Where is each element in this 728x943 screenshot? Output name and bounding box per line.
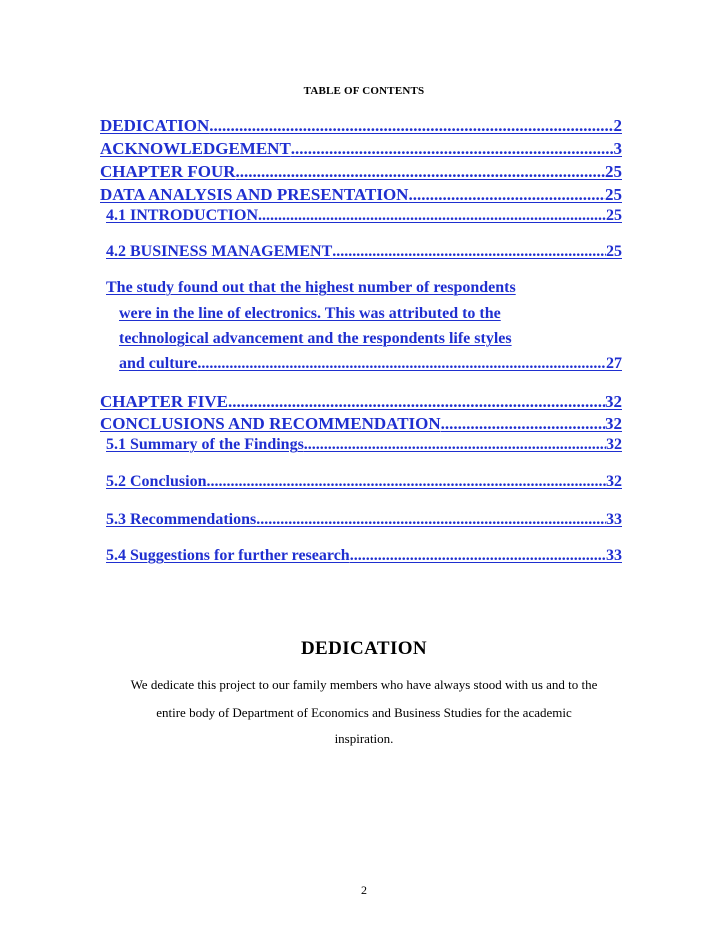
toc-entry-page: 32 [605, 415, 622, 432]
toc-leader [206, 474, 606, 490]
dedication-body-line: inspiration. [334, 731, 394, 746]
toc-entry-page: 33 [606, 512, 622, 528]
toc-entry-conclusions-recommendation[interactable] [100, 415, 622, 432]
toc-entry-4-2-business-management[interactable] [106, 244, 622, 260]
toc-entry-text: 4.2 BUSINESS MANAGEMENT [106, 244, 333, 260]
toc-leader [291, 140, 614, 157]
toc-entry-chapter-five[interactable] [100, 393, 622, 410]
toc-leader [209, 117, 613, 134]
toc-entry-text: CHAPTER FOUR [100, 163, 236, 180]
toc-leader [197, 356, 606, 372]
toc-entry-text: 4.1 INTRODUCTION [106, 208, 259, 224]
toc-entry-text: 5.3 Recommendations [106, 512, 257, 528]
toc-entry-text-line: The study found out that the highest number of respondents [106, 279, 516, 296]
dedication-body-line: We dedicate this project to our family members who have always stood with us and to the [130, 677, 598, 692]
toc-entry-page: 32 [605, 393, 622, 410]
toc-entry-text: 5.4 Suggestions for further research [106, 548, 350, 564]
dedication-body-line: entire body of Department of Economics and Business Studies for the academic [156, 705, 572, 720]
toc-entry-text: 5.1 Summary of the Findings [106, 437, 304, 453]
toc-entry-data-analysis[interactable] [100, 186, 622, 203]
toc-entry-text: DATA ANALYSIS AND PRESENTATION [100, 186, 409, 203]
toc-entry-last-line [119, 356, 622, 372]
toc-entry-text: CONCLUSIONS AND RECOMMENDATION [100, 415, 441, 432]
toc-leader [304, 437, 606, 453]
toc-leader [228, 393, 605, 410]
toc-entry-dedication[interactable] [100, 117, 622, 134]
toc-entry-4-1-introduction[interactable] [106, 208, 622, 224]
toc-entry-chapter-four[interactable] [100, 163, 622, 180]
toc-entry-page: 32 [606, 437, 622, 453]
toc-entry-text: ACKNOWLEDGEMENT [100, 140, 291, 157]
toc-leader [408, 186, 605, 203]
toc-entry-5-2-conclusion[interactable] [106, 474, 622, 490]
page-number: 2 [361, 883, 367, 897]
toc-entry-page: 2 [613, 117, 622, 134]
toc-entry-page: 25 [605, 186, 622, 203]
toc-entry-acknowledgement[interactable] [100, 140, 622, 157]
toc-entry-page: 25 [606, 244, 622, 260]
toc-entry-text-line: technological advancement and the respondents life styles [119, 330, 512, 347]
dedication-heading: DEDICATION [300, 638, 428, 659]
toc-entry-page: 33 [606, 548, 622, 564]
toc-entry-text: CHAPTER FIVE [100, 393, 228, 410]
toc-entry-page: 3 [613, 140, 622, 157]
toc-entry-text: 5.2 Conclusion [106, 474, 207, 490]
toc-leader [258, 208, 606, 224]
toc-leader [236, 163, 605, 180]
toc-entry-text: DEDICATION [100, 117, 210, 134]
toc-entry-5-3-recommendations[interactable] [106, 512, 622, 528]
toc-leader [332, 244, 606, 260]
toc-entry-text-line: were in the line of electronics. This was attributed to the [119, 305, 501, 322]
toc-title: TABLE OF CONTENTS [303, 85, 425, 97]
toc-entry-page: 25 [605, 163, 622, 180]
toc-entry-page: 32 [606, 474, 622, 490]
toc-leader [256, 512, 606, 528]
toc-entry-5-1-summary[interactable] [106, 437, 622, 453]
toc-entry-page: 25 [606, 208, 622, 224]
toc-entry-text-line: and culture [119, 356, 198, 372]
toc-leader [350, 548, 606, 564]
toc-entry-5-4-suggestions[interactable] [106, 548, 622, 564]
toc-leader [441, 415, 605, 432]
toc-entry-page: 27 [606, 356, 622, 372]
